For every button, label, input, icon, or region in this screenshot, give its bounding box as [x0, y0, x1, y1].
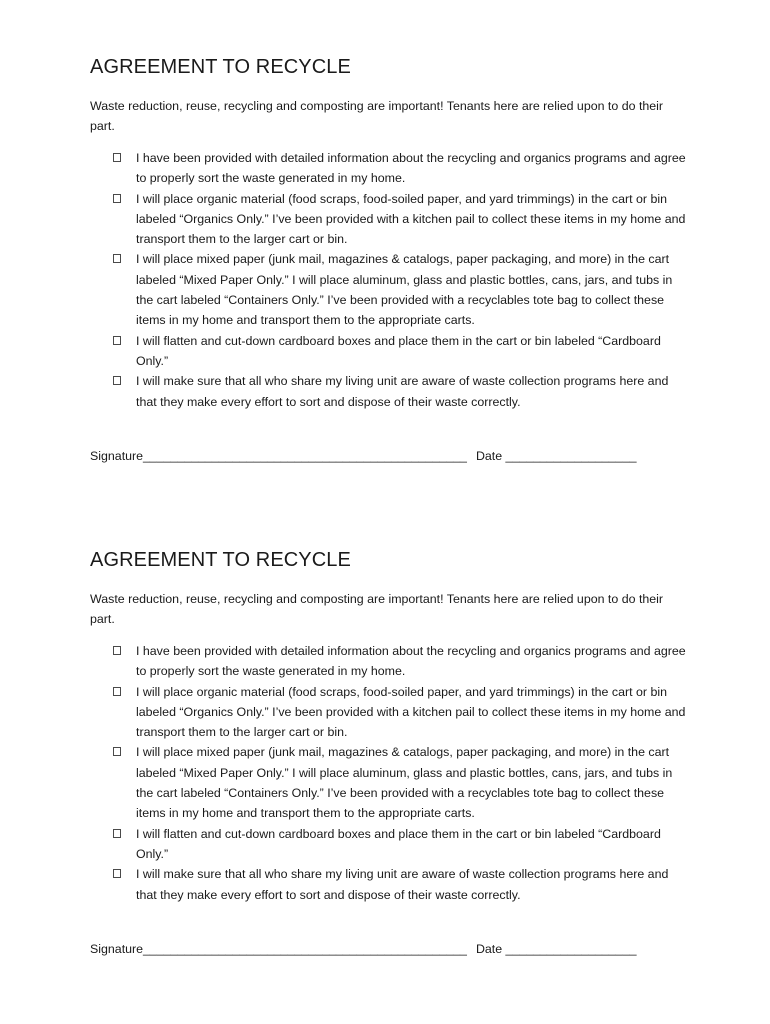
checklist — [90, 148, 690, 412]
signature-row — [90, 939, 690, 959]
signature-row — [90, 446, 690, 466]
date-line[interactable]: Date ___________________ — [475, 941, 637, 956]
checklist-item — [90, 641, 690, 682]
checklist-item-text: I will flatten and cut-down cardboard boxes and place them in the cart or bin labeled “Cardboard Only.” — [136, 333, 661, 368]
signature-line[interactable]: Signature_______________________________________________ — [90, 941, 467, 956]
checklist-item-text: I will place mixed paper (junk mail, magazines & catalogs, paper packaging, and more) in the cart labeled “Mixed Paper Only.” I will place aluminum, glass and plastic bottles, cans, jars, and tubs in the cart labeled “Containers Only.” I’ve been provided with a recyclables tote bag to collect these items in my home and transport them to the appropriate carts. — [136, 745, 673, 821]
checklist-item — [90, 864, 690, 905]
checkbox[interactable] — [113, 829, 121, 838]
checkbox[interactable] — [113, 646, 121, 655]
checklist-item-text: I will place mixed paper (junk mail, magazines & catalogs, paper packaging, and more) in the cart labeled “Mixed Paper Only.” I will place aluminum, glass and plastic bottles, cans, jars, and tubs in the cart labeled “Containers Only.” I’ve been provided with a recyclables tote bag to collect these items in my home and transport them to the appropriate carts. — [136, 252, 673, 328]
checklist-item — [90, 682, 690, 743]
signature-line[interactable]: Signature_______________________________________________ — [90, 448, 467, 463]
checklist-item — [90, 824, 690, 865]
date-line[interactable]: Date ___________________ — [475, 448, 637, 463]
checklist-item — [90, 148, 690, 189]
agreement-form-2 — [90, 547, 690, 959]
agreement-form-1 — [90, 54, 690, 466]
checkbox[interactable] — [113, 869, 121, 878]
checkbox[interactable] — [113, 254, 121, 263]
checklist-item-text: I will flatten and cut-down cardboard boxes and place them in the cart or bin labeled “Cardboard Only.” — [136, 826, 661, 861]
checklist-item — [90, 371, 690, 412]
checkbox[interactable] — [113, 376, 121, 385]
form-title: AGREEMENT TO RECYCLE — [90, 549, 351, 571]
checkbox[interactable] — [113, 747, 121, 756]
checklist-item-text: I have been provided with detailed information about the recycling and organics programs and agree to properly sort the waste generated in my home. — [136, 644, 686, 679]
checklist-item — [90, 189, 690, 250]
checkbox[interactable] — [113, 687, 121, 696]
checklist-item — [90, 249, 690, 330]
checklist-item-text: I will place organic material (food scraps, food-soiled paper, and yard trimmings) in the cart or bin labeled “Organics Only.” I’ve been provided with a kitchen pail to collect these items in my home and transport them to the larger cart or bin. — [136, 191, 686, 247]
checklist-item-text: I will make sure that all who share my living unit are aware of waste collection programs here and that they make every effort to sort and dispose of their waste correctly. — [136, 867, 669, 902]
checkbox[interactable] — [113, 336, 121, 345]
checkbox[interactable] — [113, 153, 121, 162]
intro-paragraph: Waste reduction, reuse, recycling and composting are important! Tenants here are relied upon to do their part. — [90, 99, 664, 133]
form-title: AGREEMENT TO RECYCLE — [90, 56, 351, 78]
checklist — [90, 641, 690, 905]
checklist-item — [90, 742, 690, 823]
checklist-item-text: I will place organic material (food scraps, food-soiled paper, and yard trimmings) in the cart or bin labeled “Organics Only.” I’ve been provided with a kitchen pail to collect these items in my home and transport them to the larger cart or bin. — [136, 684, 686, 740]
checklist-item-text: I will make sure that all who share my living unit are aware of waste collection programs here and that they make every effort to sort and dispose of their waste correctly. — [136, 374, 669, 409]
checklist-item-text: I have been provided with detailed information about the recycling and organics programs and agree to properly sort the waste generated in my home. — [136, 151, 686, 186]
intro-paragraph: Waste reduction, reuse, recycling and composting are important! Tenants here are relied upon to do their part. — [90, 592, 664, 626]
checklist-item — [90, 331, 690, 372]
checkbox[interactable] — [113, 194, 121, 203]
